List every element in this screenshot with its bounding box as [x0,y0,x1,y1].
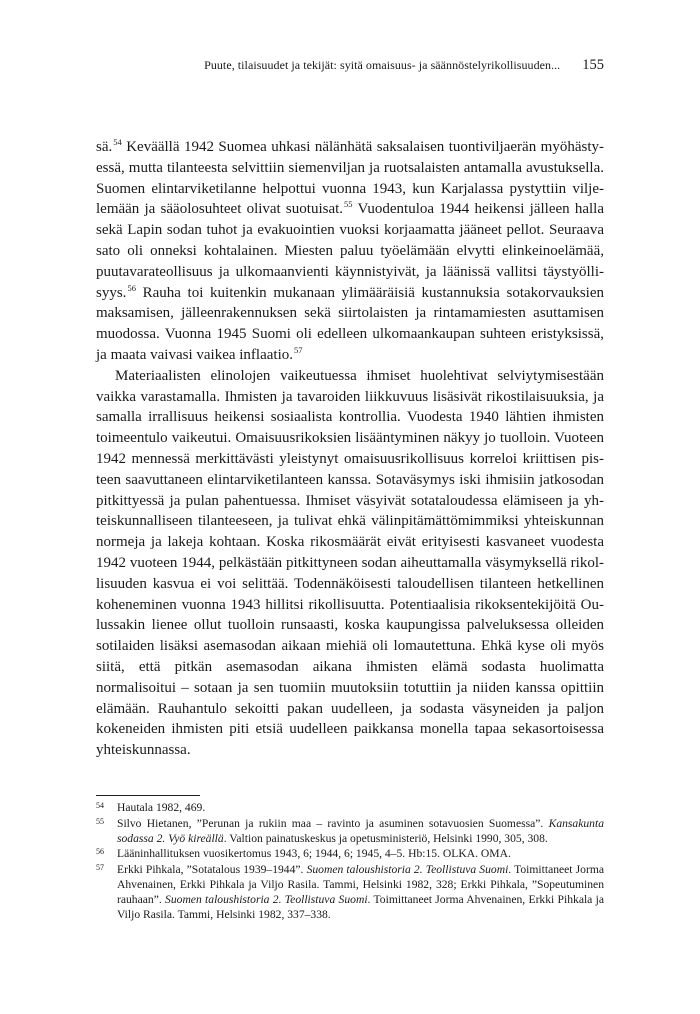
footnote-ref-55[interactable]: 55 [344,199,353,210]
footnote-ref-57[interactable]: 57 [294,344,303,355]
footnote-number: 55 [96,816,104,826]
footnote-57 [96,862,604,922]
footnote-55 [96,816,604,846]
footnote-part: Silvo Hietanen, ”Perunan ja rukiin maa – ravinto ja asuminen sotavuosien Suomessa”. [117,816,549,830]
paragraph-text: Keväällä 1942 Suomea uhkasi nälänhätä saksalaisen tuontiviljaerän myöhästyessä, mutta tilanteesta selvittiin siemenviljan ja ruotsalaisten antamalla avustuksella. Suomen elintarviketilanne helpottui vuonna 1943, kun Karjalassa pystyttiin viljelemään ja sääolosuhteet olivat suotuisat. [96,139,604,218]
footnote-text [117,816,604,846]
footnotes [96,800,604,923]
footnote-book-title: Suomen taloushistoria 2. Teollistuva Suomi [306,862,509,876]
footnote-part: Erkki Pihkala, ”Sotatalous 1939–1944”. [117,862,307,876]
footnote-part: Hautala 1982, 469. [117,801,206,814]
footnote-book-title: Suomen taloushistoria 2. Teollistuva Suomi [165,893,368,907]
paragraph-1 [96,137,604,366]
footnote-part: . Valtion painatuskeskus ja opetusministeriö, Helsinki 1990, 305, 308. [223,831,548,845]
running-title: Puute, tilaisuudet ja tekijät: syitä omaisuus- ja säännöstelyrikollisuuden... [204,58,561,72]
footnote-text [117,846,604,861]
footnote-part: . Toimittaneet Jorma Ahvenainen, Erkki Pihkala ja Viljo Rasila. Tammi, Helsinki 1982, 337–338. [117,893,604,922]
footnote-text [117,800,604,815]
footnote-divider [96,795,200,796]
footnote-ref-54[interactable]: 54 [113,137,122,147]
running-header [96,57,604,74]
body-text [96,137,604,761]
footnote-number: 57 [96,862,104,872]
footnote-number: 56 [96,847,104,857]
footnote-number: 54 [96,801,104,810]
footnote-book-title: Kansakunta sodassa 2. Vyö kireällä [117,816,604,845]
paragraph-text: Rauha toi kuitenkin mukanaan ylimääräisiä kustannuksia sotakorvauksien maksamisen, jälleenrakennuksen sekä siirtolaisten ja rintamamiesten asuttamisen muodossa. Vuonna 1945 Suomi oli edelleen ulkomaankaupan suhteen eristyksissä, ja maata vaivasi vaikea inflaatio. [96,284,604,363]
footnote-part: . Toimittaneet Jorma Ahvenainen, Erkki Pihkala ja Viljo Rasila. Tammi, Helsinki 1982, 328; Erkki Pihkala, ”Sopeutuminen rauhaan”. [117,862,604,907]
footnote-text [117,862,604,922]
footnote-54 [96,800,604,815]
page-number: 155 [582,57,604,73]
paragraph-2: Materiaalisten elinolojen vaikeutuessa ihmiset huolehtivat selviytymisestään vaikka varastamalla. Ihmisten ja tavaroiden liikkuvuus lisäsivät rikostilaisuuksia, ja samalla irrallisuus heikensi sosiaalista kontrollia. Vuodesta 1940 lähtien ihmisten toimeentulo vaikeutui. Omaisuusrikoksien lisääntyminen näkyy jo tuolloin. Vuoteen 1942 mennessä merkittävästi yleistynyt omaisuusrikollisuus korreloi kriittisen pisteen saavuttaneen elintarviketilanteen kanssa. Sotaväsymys iski ihmisiin jatkosodan pitkittyessä ja pulan pahentuessa. Ihmiset väsyivät sotataloudessa elämiseen ja yhteiskunnalliseen tilanteeseen, ja tulivat ehkä välinpitämättömimmiksi yhteiskunnan normeja ja lakeja kohtaan. Koska rikosmäärät eivät erityisesti kasvaneet vuodesta 1942 vuoteen 1944, pelkästään pitkittyneen sodan aiheuttamalla väsymyksellä rikollisuuden kasvua ei voi selittää. Todennäköisesti taloudellisen tilanteen hetkellinen koheneminen vuonna 1943 hillitsi rikollisuutta. Potentiaalisia rikoksentekijöitä Oulussakin lienee ollut tuolloin runsaasti, koska kaupungissa palveluksessa olleiden sotilaiden lisäksi asemasodan aikaan miehiä oli lomautettuna. Ehkä kyse oli myös siitä, että pitkän asemasodan aikana ihmisten elämä sodasta huolimatta normalisoitui – sotaan ja sen tuomiin muutoksiin totuttiin ja niiden kanssa opittiin elämään. Rauhantulo sekoitti pakan uudelleen, ja sodasta väsyneiden ja paljon kokeneiden ihmisten piti etsiä uudelleen paikkansa monella tapaa sekasortoisessa yhteiskunnassa. [96,367,604,759]
footnote-part: Lääninhallituksen vuosikertomus 1943, 6; 1944, 6; 1945, 4–5. Hb:15. OLKA. OMA. [117,847,511,861]
paragraph-text: sä. [96,139,113,155]
paragraph-text: Vuodentuloa 1944 heikensi jälleen halla sekä Lapin sodan tuhot ja evakuointien vuoksi korjaamatta jääneet pellot. Seuraava sato oli onneksi kohtalainen. Miesten paluu työelämään elvytti elinkeinoelämää, puutavarateollisuus ja ulkomaanvienti käynnistyivät, ja läänissä vallitsi täystyöllisyys. [96,201,604,301]
footnote-56 [96,846,604,861]
footnote-ref-56[interactable]: 56 [127,282,136,293]
